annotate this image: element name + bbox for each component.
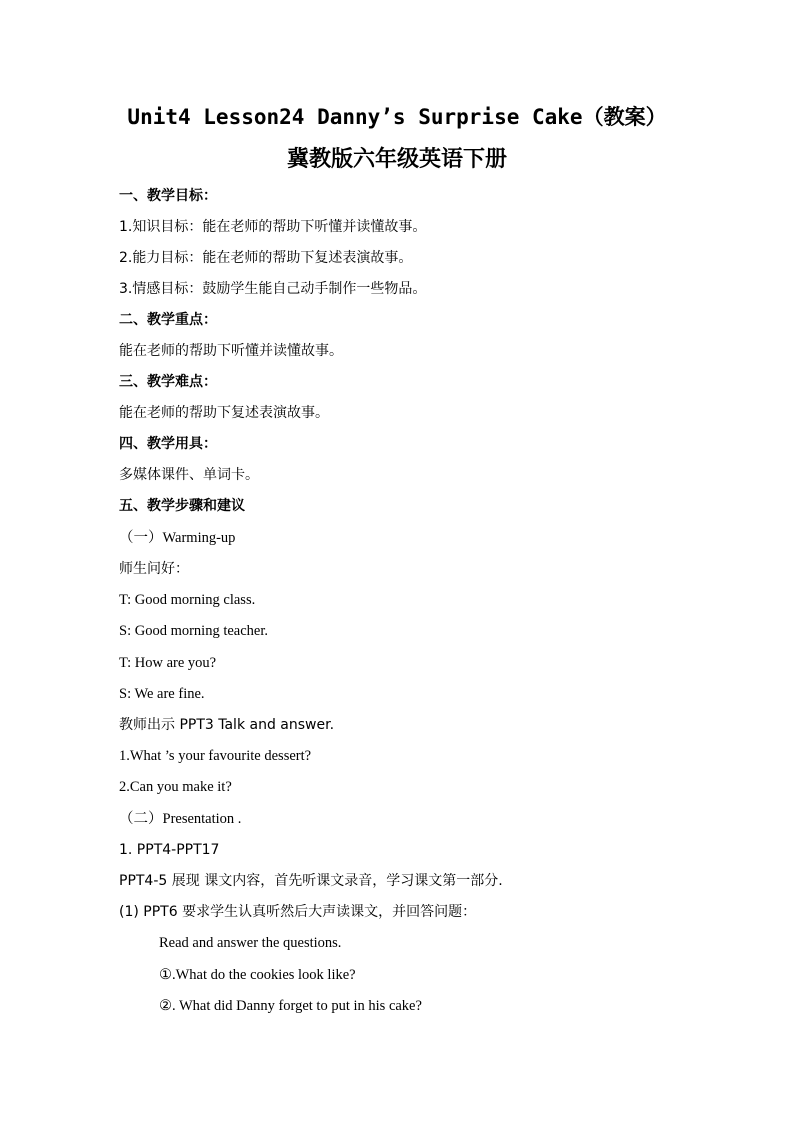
question-line: ②. What did Danny forget to put in his cake? (159, 998, 422, 1014)
difficulties-text: 能在老师的帮助下复述表演故事。 (119, 405, 329, 421)
question-line: ①.What do the cookies look like? (159, 967, 356, 983)
tools-text: 多媒体课件、单词卡。 (119, 467, 259, 483)
ppt4-5-instruction: PPT4-5 展现 课文内容，首先听课文录音，学习课文第一部分. (119, 873, 503, 889)
key-points-text: 能在老师的帮助下听懂并读懂故事。 (119, 343, 343, 359)
dialogue-line: T: How are you? (119, 655, 217, 671)
step-warming-up: （一）Warming-up (119, 530, 236, 546)
section-heading-steps: 五、教学步骤和建议 (119, 498, 245, 514)
objective-ability: 2.能力目标：能在老师的帮助下复述表演故事。 (119, 250, 413, 266)
document-subtitle: 冀教版六年级英语下册 (286, 146, 507, 172)
section-heading-key-points: 二、教学重点： (119, 312, 217, 328)
read-answer-prompt: Read and answer the questions. (159, 935, 342, 951)
dialogue-line: S: We are fine. (119, 686, 205, 702)
question-line: 1.What ’s your favourite dessert? (119, 748, 312, 764)
ppt-range: 1. PPT4-PPT17 (119, 842, 220, 858)
section-heading-objectives: 一、教学目标： (119, 188, 217, 204)
greeting-label: 师生问好： (119, 561, 189, 577)
dialogue-line: S: Good morning teacher. (119, 623, 269, 639)
section-heading-tools: 四、教学用具： (119, 436, 217, 452)
objective-emotion: 3.情感目标：鼓励学生能自己动手制作一些物品。 (119, 281, 427, 297)
dialogue-line: T: Good morning class. (119, 592, 256, 608)
step-presentation: （二）Presentation . (119, 811, 242, 827)
document-title: Unit4 Lesson24 Danny’s Surprise Cake（教案） (127, 105, 667, 129)
question-line: 2.Can you make it? (119, 779, 232, 795)
objective-knowledge: 1.知识目标：能在老师的帮助下听懂并读懂故事。 (119, 219, 427, 235)
ppt3-instruction: 教师出示 PPT3 Talk and answer. (119, 717, 335, 733)
ppt6-instruction: (1) PPT6 要求学生认真听然后大声读课文，并回答问题： (119, 904, 477, 920)
section-heading-difficulties: 三、教学难点： (119, 374, 217, 390)
